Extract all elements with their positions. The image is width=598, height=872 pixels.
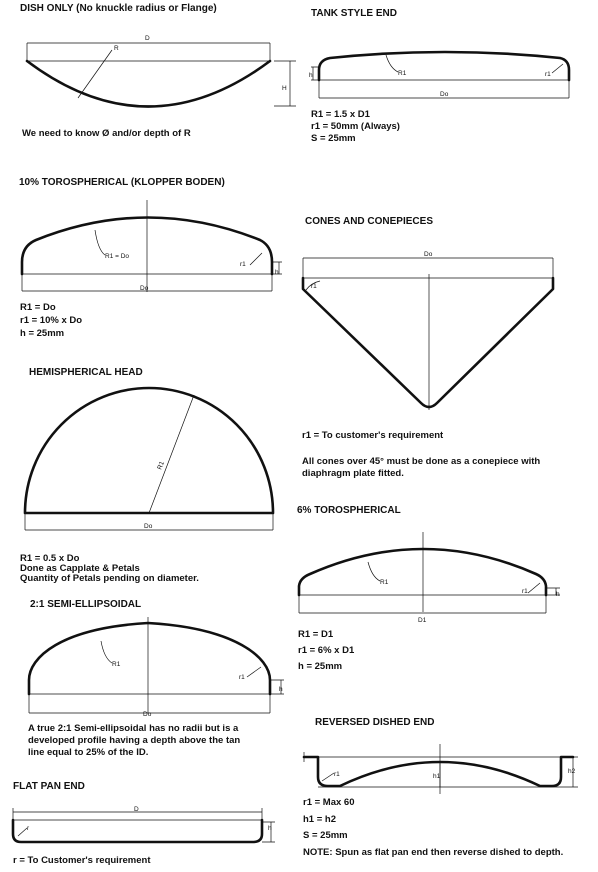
- torispherical-10-R1-label: R1 = Do: [105, 253, 130, 260]
- dish-only-note-1: We need to know Ø and/or depth of R: [22, 128, 191, 139]
- hemispherical-diagram: [25, 388, 273, 530]
- cones-note-3: diaphragm plate fitted.: [302, 468, 404, 479]
- torispherical-6-note-1: R1 = D1: [298, 629, 334, 640]
- cones-r1-label: r1: [311, 283, 317, 290]
- cones-profile: [303, 278, 553, 407]
- reversed-dished-note-3: S = 25mm: [303, 830, 348, 841]
- torispherical-10-note-2: r1 = 10% x Do: [20, 315, 83, 326]
- tank-style-r1-label: r1: [545, 71, 551, 78]
- reversed-dished-note-1: r1 = Max 60: [303, 797, 355, 808]
- semi-ellipsoidal-R1-label: R1: [112, 661, 121, 668]
- reversed-dished-h1-label: h1: [433, 773, 441, 780]
- flat-pan-r-label: r: [27, 825, 30, 832]
- semi-ellipsoidal-r1-leader: [247, 667, 261, 677]
- tank-style-r1-leader: [386, 55, 398, 72]
- cones-do-label: Do: [424, 251, 433, 258]
- torispherical-6-diagram: [299, 532, 560, 624]
- dish-only-d-label: D: [145, 35, 150, 42]
- torispherical-6-r1-leader: [528, 583, 540, 593]
- reversed-dished-h2-label: h2: [568, 768, 576, 775]
- torispherical-10-note-3: h = 25mm: [20, 328, 65, 339]
- tank-style-diagram: [309, 52, 569, 98]
- semi-ellipsoidal-h-label: h: [279, 686, 283, 693]
- tank-style-note-3: S = 25mm: [311, 133, 356, 144]
- torispherical-10-diagram: [22, 200, 282, 292]
- flat-pan-h-label: h: [268, 825, 272, 832]
- torispherical-6-note-3: h = 25mm: [298, 661, 343, 672]
- torispherical-10-title: 10% TOROSPHERICAL (KLOPPER BODEN): [19, 177, 225, 188]
- semi-ellipsoidal-title: 2:1 SEMI-ELLIPSOIDAL: [30, 599, 142, 610]
- torispherical-6-d1-label: D1: [418, 617, 427, 624]
- semi-ellipsoidal-do-label: Do: [143, 711, 152, 718]
- tank-style-title: TANK STYLE END: [311, 8, 397, 19]
- torispherical-6-profile: [299, 549, 546, 595]
- flat-pan-d-label: D: [134, 806, 139, 813]
- reversed-dished-title: REVERSED DISHED END: [315, 717, 435, 728]
- torispherical-10-R1-leader: [95, 230, 105, 255]
- tank-style-r1-small-leader: [552, 64, 563, 73]
- hemispherical-note-3: Quantity of Petals pending on diameter.: [20, 573, 199, 584]
- tank-style-h-label: h: [309, 72, 313, 79]
- torispherical-10-r1-leader: [250, 253, 262, 265]
- flat-pan-diagram: [13, 806, 275, 842]
- tank-style-profile: [319, 52, 569, 80]
- reversed-dished-note-2: h1 = h2: [303, 814, 336, 825]
- reversed-dished-r1-leader: [322, 773, 334, 781]
- dish-only-d-dimension: [27, 43, 270, 61]
- tank-style-R1-label: R1: [398, 70, 407, 77]
- dish-only-radius-leader: [78, 50, 112, 98]
- reversed-dished-profile: [304, 757, 573, 786]
- hemispherical-profile: [25, 388, 273, 513]
- semi-ellipsoidal-diagram: [29, 617, 284, 718]
- dish-only-h-label: H: [282, 85, 287, 92]
- torispherical-6-R1-leader: [368, 562, 380, 581]
- semi-ellipsoidal-note-3: line equal to 25% of the ID.: [28, 747, 149, 758]
- semi-ellipsoidal-profile: [29, 623, 270, 694]
- cones-diagram: [303, 251, 553, 410]
- flat-pan-note-1: r = To Customer's requirement: [13, 855, 151, 866]
- torispherical-10-h-label: h: [275, 269, 279, 276]
- semi-ellipsoidal-note-2: developed profile having a depth above the tan: [28, 735, 241, 746]
- torispherical-6-r1-label: r1: [522, 588, 528, 595]
- torispherical-6-d1-dimension: [299, 595, 546, 613]
- torispherical-6-R1-label: R1: [380, 579, 389, 586]
- torispherical-10-note-1: R1 = Do: [20, 302, 56, 313]
- cones-note-1: r1 = To customer's requirement: [302, 430, 444, 441]
- dish-only-diagram: [27, 35, 296, 107]
- hemispherical-R1-label: R1: [156, 460, 166, 471]
- flat-pan-r-leader: [18, 828, 27, 836]
- dish-only-h-dimension: [274, 61, 296, 106]
- tank-style-note-1: R1 = 1.5 x D1: [311, 109, 370, 120]
- flat-pan-profile: [13, 820, 262, 842]
- torispherical-6-h-label: h: [556, 591, 560, 598]
- tank-style-note-2: r1 = 50mm (Always): [311, 121, 400, 132]
- semi-ellipsoidal-note-1: A true 2:1 Semi-ellipsoidal has no radii but is a: [28, 723, 239, 734]
- torispherical-6-title: 6% TOROSPHERICAL: [297, 505, 401, 516]
- hemispherical-note-2: Done as Capplate & Petals: [20, 563, 140, 574]
- cones-title: CONES AND CONEPIECES: [305, 216, 433, 227]
- dish-only-profile: [27, 61, 270, 107]
- dish-only-title: DISH ONLY (No knuckle radius or Flange): [20, 3, 217, 14]
- cones-do-dimension: [303, 258, 553, 278]
- torispherical-10-do-label: Do: [140, 285, 149, 292]
- reversed-dished-r1-label: r1: [334, 771, 340, 778]
- semi-ellipsoidal-r1-label: r1: [239, 674, 245, 681]
- tank-style-do-label: Do: [440, 91, 449, 98]
- hemispherical-note-1: R1 = 0.5 x Do: [20, 553, 80, 564]
- semi-ellipsoidal-R1-leader: [101, 641, 112, 663]
- dish-only-r-label: R: [114, 45, 119, 52]
- torispherical-6-note-2: r1 = 6% x D1: [298, 645, 355, 656]
- hemispherical-radius-leader: [149, 395, 194, 513]
- reversed-dished-note-4: NOTE: Spun as flat pan end then reverse dished to depth.: [303, 847, 564, 858]
- torispherical-10-r1-label: r1: [240, 261, 246, 268]
- cones-note-2: All cones over 45° must be done as a conepiece with: [302, 456, 541, 467]
- reversed-dished-diagram: [304, 744, 578, 794]
- flat-pan-title: FLAT PAN END: [13, 781, 85, 792]
- hemispherical-do-label: Do: [144, 523, 153, 530]
- hemispherical-title: HEMISPHERICAL HEAD: [29, 367, 143, 378]
